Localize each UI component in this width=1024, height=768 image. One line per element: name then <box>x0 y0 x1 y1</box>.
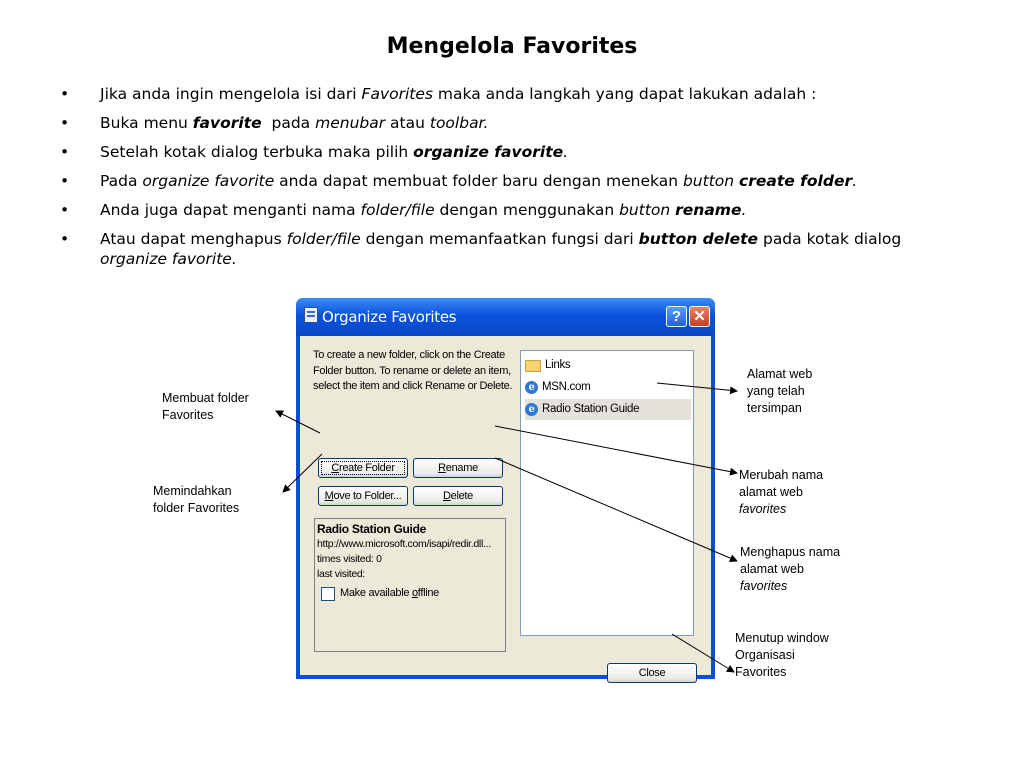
text-run: dengan memanfaatkan fungsi dari <box>360 230 639 248</box>
instruction-text: To create a new folder, click on the Create Folder button. To rename or delete an item, select the item and click Rename or Delete. <box>313 349 513 392</box>
rename-button[interactable] <box>413 458 503 478</box>
bullet-dot-icon: • <box>60 85 70 103</box>
slide-title: Mengelola Favorites <box>386 34 638 59</box>
annotation-line <box>740 578 840 595</box>
text-run: pada <box>261 114 316 132</box>
list-item-label: MSN.com <box>542 381 591 393</box>
text-run: Favorites <box>361 85 433 103</box>
text-run: . <box>852 172 858 190</box>
create-folder-button[interactable] <box>318 458 408 478</box>
text-run: Jika anda ingin mengelola isi dari <box>100 85 362 103</box>
offline-label-pre: Make available <box>340 587 412 599</box>
text-run: folder/file <box>286 230 361 248</box>
move-to-folder-mnemonic: M <box>324 490 334 502</box>
bullet-text <box>100 114 488 132</box>
annotation-line <box>739 501 823 518</box>
text-run: Buka menu <box>100 114 193 132</box>
annotation-close <box>735 630 829 681</box>
item-info-panel <box>314 518 506 652</box>
text-run: button delete <box>638 230 759 248</box>
text-run: folder/file <box>360 201 435 219</box>
bullet-item <box>60 171 960 191</box>
favorites-window-icon <box>304 307 318 323</box>
text-run: Atau dapat menghapus <box>100 230 287 248</box>
list-item-label: Radio Station Guide <box>542 403 640 415</box>
annotation-line: alamat web <box>740 562 804 576</box>
text-run: toolbar. <box>429 114 489 132</box>
delete-mnemonic: D <box>442 490 451 502</box>
offline-label <box>340 586 439 601</box>
rename-mnemonic: R <box>438 462 446 474</box>
annotation-line: yang telah <box>747 384 805 398</box>
offline-mnemonic: o <box>411 587 418 599</box>
delete-label: elete <box>450 490 473 502</box>
dialog-title: Organize Favorites <box>322 308 457 326</box>
bullet-text <box>100 230 906 268</box>
text-run: anda dapat membuat folder baru dengan menekan <box>274 172 683 190</box>
bullet-text <box>100 172 857 190</box>
text-run: button <box>682 172 735 190</box>
move-to-folder-button[interactable] <box>318 486 408 506</box>
list-item-selected[interactable] <box>525 399 691 420</box>
annotation-line: Alamat web <box>747 367 813 381</box>
text-run: dengan menggunakan <box>434 201 620 219</box>
favorites-list[interactable] <box>520 350 694 636</box>
bullet-item <box>60 113 960 133</box>
text-run: favorite <box>192 114 262 132</box>
folder-icon <box>525 360 541 372</box>
rename-label: ename <box>445 462 478 474</box>
annotation-line: Memindahkan <box>153 484 232 498</box>
offline-label-post: ffline <box>417 587 440 599</box>
text-run: create folder <box>739 172 853 190</box>
annotation-line: Favorites <box>162 408 214 422</box>
text-run: menubar <box>315 114 386 132</box>
bullet-dot-icon: • <box>60 201 70 219</box>
annotation-saved-addresses <box>747 366 812 417</box>
dialog-titlebar[interactable] <box>296 298 715 336</box>
bullet-text <box>100 143 568 161</box>
list-item[interactable] <box>525 355 691 376</box>
annotation-line: alamat web <box>739 485 803 499</box>
dialog-body <box>300 336 711 679</box>
bullet-text <box>100 201 746 219</box>
annotation-line: Organisasi <box>735 648 795 662</box>
bullet-dot-icon: • <box>60 143 70 161</box>
offline-checkbox[interactable] <box>321 587 335 601</box>
bullet-dot-icon: • <box>60 172 70 190</box>
text-run: organize favorite. <box>100 250 237 268</box>
annotation-create-folder <box>162 390 249 424</box>
text-run: atau <box>385 114 430 132</box>
text-run: . <box>563 143 569 161</box>
text-run: button <box>619 201 671 219</box>
text-run: organize favorite <box>142 172 275 190</box>
annotation-move-folder <box>153 483 239 517</box>
info-url: http://www.microsoft.com/isapi/redir.dll... <box>317 538 491 550</box>
bullet-text <box>100 85 816 103</box>
info-last-visited: last visited: <box>317 568 366 580</box>
help-button[interactable]: ? <box>666 306 687 327</box>
annotation-line: Menutup window <box>735 631 829 645</box>
list-item[interactable] <box>525 377 691 398</box>
text-run: maka anda langkah yang dapat lakukan adalah : <box>433 85 817 103</box>
annotation-line: folder Favorites <box>153 501 240 515</box>
bullet-item <box>60 200 960 220</box>
annotation-rename <box>739 467 823 518</box>
text-run: . <box>741 201 747 219</box>
text-run: rename <box>675 201 742 219</box>
annotation-line: Menghapus nama <box>740 545 841 559</box>
text-run: pada kotak dialog <box>758 230 907 248</box>
bullet-dot-icon: • <box>60 114 70 132</box>
delete-button[interactable] <box>413 486 503 506</box>
text-run: Anda juga dapat menganti nama <box>100 201 361 219</box>
offline-option[interactable] <box>317 586 503 601</box>
bullet-item <box>60 142 960 162</box>
bullet-list <box>60 84 960 278</box>
text-run: Pada <box>100 172 143 190</box>
organize-favorites-dialog <box>296 298 715 679</box>
close-window-button[interactable]: ✕ <box>689 306 710 327</box>
info-times-visited: times visited: 0 <box>317 553 382 565</box>
ie-page-icon: e <box>525 403 538 416</box>
bullet-dot-icon: • <box>60 230 70 248</box>
ie-page-icon: e <box>525 381 538 394</box>
create-folder-mnemonic: C <box>331 462 339 474</box>
bullet-item <box>60 84 960 104</box>
annotation-italic: favorites <box>739 502 787 516</box>
annotation-delete <box>740 544 840 595</box>
annotation-line: Merubah nama <box>739 468 824 482</box>
close-button[interactable]: Close <box>607 663 697 683</box>
annotation-line: Favorites <box>735 665 787 679</box>
text-run: Setelah kotak dialog terbuka maka pilih <box>100 143 414 161</box>
text-run: organize favorite <box>413 143 564 161</box>
list-item-label: Links <box>545 359 571 371</box>
annotation-line: Membuat folder <box>162 391 249 405</box>
move-to-folder-label: ove to Folder... <box>333 490 402 502</box>
info-item-name: Radio Station Guide <box>317 522 426 536</box>
create-folder-label: reate Folder <box>338 462 395 474</box>
bullet-item <box>60 229 960 269</box>
annotation-line: tersimpan <box>747 401 802 415</box>
annotation-italic: favorites <box>740 579 788 593</box>
